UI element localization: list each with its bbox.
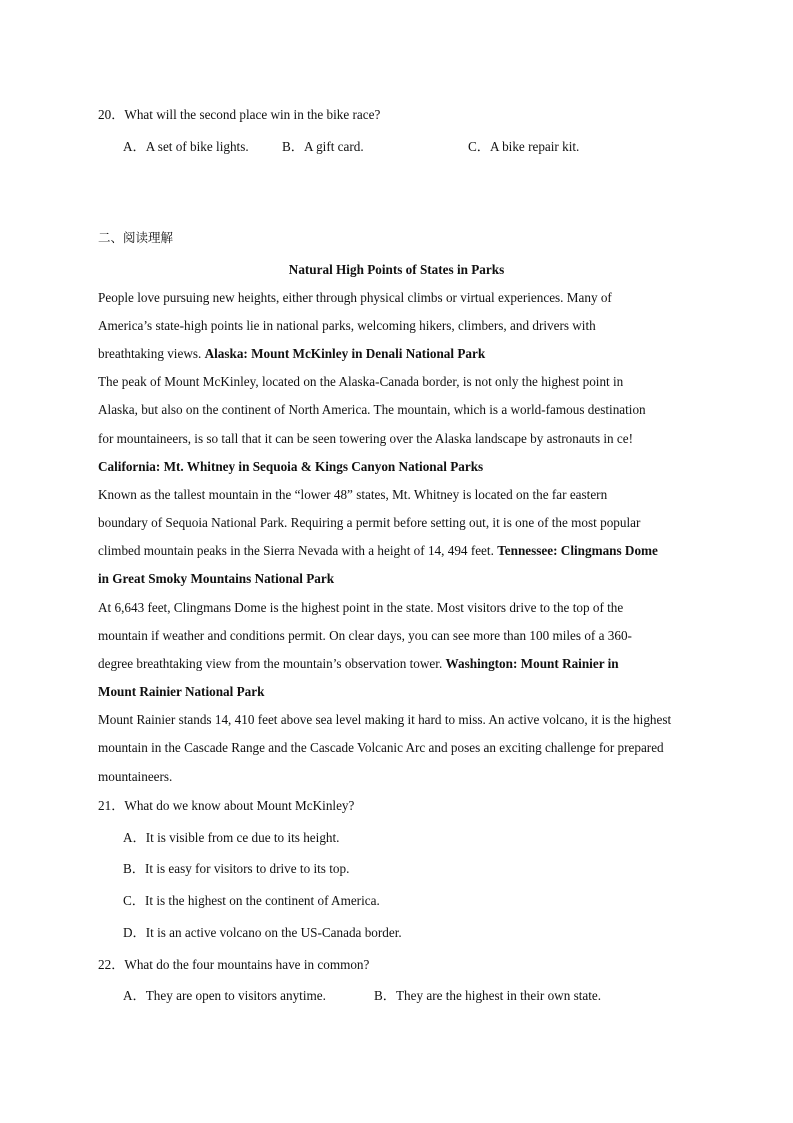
question-21 [98, 797, 354, 815]
passage-line: mountain in the Cascade Range and the Cascade Volcanic Arc and poses an exciting challenge for prepared [98, 740, 664, 755]
tennessee-heading: Tennessee: Clingmans Dome [497, 543, 658, 558]
question-stem: What do the four mountains have in common? [124, 957, 370, 972]
question-stem: What do we know about Mount McKinley? [124, 798, 355, 813]
q22-option-a: A．They are open to visitors anytime. [123, 988, 326, 1003]
passage-line: At 6,643 feet, Clingmans Dome is the highest point in the state. Most visitors drive to the top of the [98, 600, 624, 615]
passage-line: mountain if weather and conditions permit. On clear days, you can see more than 100 miles of a 360- [98, 628, 632, 643]
question-22 [98, 956, 369, 974]
passage-line: boundary of Sequoia National Park. Requiring a permit before setting out, it is one of the most popular [98, 515, 641, 530]
question-number: 22． [98, 957, 125, 972]
alaska-heading: Alaska: Mount McKinley in Denali National Park [204, 346, 486, 361]
passage-title: Natural High Points of States in Parks [288, 262, 505, 277]
passage-line: degree breathtaking view from the mountain’s observation tower. Washington: Mount Rainier in [98, 656, 619, 671]
question-20 [98, 106, 380, 124]
california-heading: California: Mt. Whitney in Sequoia & Kings Canyon National Parks [98, 459, 484, 474]
question-number: 20． [98, 107, 125, 122]
passage-line: mountaineers. [98, 769, 173, 784]
passage-line: for mountaineers, is so tall that it can be seen towering over the Alaska landscape by astronauts in ce! [98, 431, 634, 446]
section-heading: 二、阅读理解 [98, 230, 174, 245]
q21-option-c: C．It is the highest on the continent of America. [123, 893, 380, 908]
tennessee-heading-cont: in Great Smoky Mountains National Park [98, 571, 335, 586]
q21-option-b: B．It is easy for visitors to drive to its top. [123, 861, 350, 876]
passage-line: climbed mountain peaks in the Sierra Nevada with a height of 14, 494 feet. Tennessee: Clingmans Dome [98, 543, 658, 558]
passage-line: Mount Rainier stands 14, 410 feet above sea level making it hard to miss. An active volcano, it is the highest [98, 712, 672, 727]
passage-line: Known as the tallest mountain in the “lower 48” states, Mt. Whitney is located on the far eastern [98, 487, 608, 502]
washington-heading: Washington: Mount Rainier in [445, 656, 619, 671]
question-number: 21． [98, 798, 125, 813]
passage-line: People love pursuing new heights, either through physical climbs or virtual experiences. Many of [98, 290, 612, 305]
question-stem: What will the second place win in the bike race? [124, 107, 381, 122]
passage-line: The peak of Mount McKinley, located on the Alaska-Canada border, is not only the highest point in [98, 374, 624, 389]
q21-option-d: D．It is an active volcano on the US-Canada border. [123, 925, 402, 940]
passage-line: breathtaking views. Alaska: Mount McKinley in Denali National Park [98, 346, 486, 361]
washington-heading-cont: Mount Rainier National Park [98, 684, 265, 699]
q22-option-b: B．They are the highest in their own state. [374, 988, 602, 1003]
passage-line: Alaska, but also on the continent of North America. The mountain, which is a world-famous destination [98, 402, 646, 417]
passage-line: America’s state-high points lie in national parks, welcoming hikers, climbers, and drivers with [98, 318, 596, 333]
q20-option-b: B．A gift card. [282, 139, 364, 154]
q21-option-a: A．It is visible from ce due to its height. [123, 830, 340, 845]
q20-option-c: C．A bike repair kit. [468, 139, 580, 154]
q20-option-a: A．A set of bike lights. [123, 139, 249, 154]
